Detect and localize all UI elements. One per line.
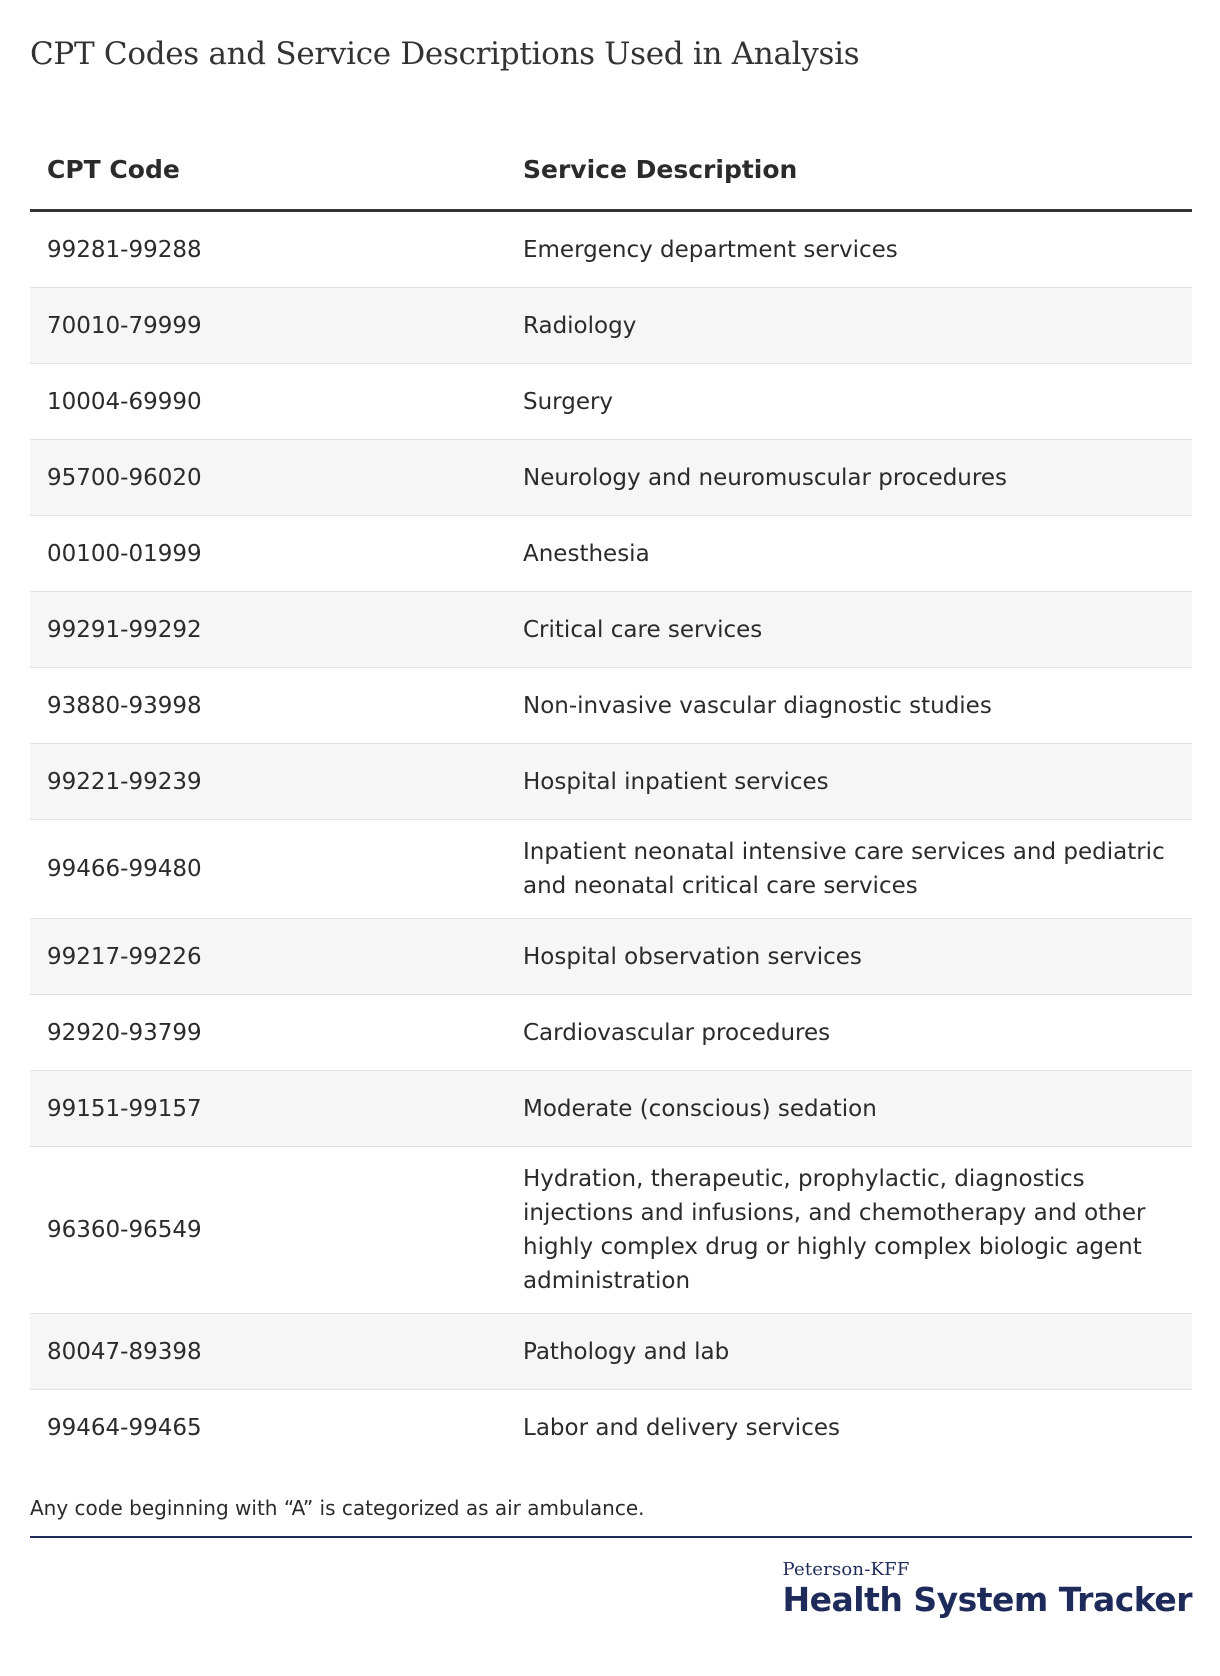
page [30,0,1192,1538]
page-title: CPT Codes and Service Descriptions Used in Analysis [30,36,860,72]
table-row [30,919,1192,995]
table-row [30,1147,1192,1314]
service-description-cell: Surgery [523,388,614,415]
service-description-cell: Anesthesia [523,540,650,567]
cpt-code-cell: 99466-99480 [47,856,202,882]
logo-subtitle: Peterson-KFF [782,1559,910,1580]
cpt-code-cell: 99221-99239 [47,768,202,795]
service-description-cell: Hydration, therapeutic, prophylactic, diagnostics injections and infusions, and chemotherapy and other highly complex drug or highly complex biologic agent administration [523,1166,1146,1294]
column-header-cpt-code: CPT Code [47,155,180,184]
table-row [30,592,1192,668]
table-row [30,1390,1192,1466]
table-row [30,1071,1192,1147]
service-description-cell: Pathology and lab [523,1338,730,1365]
service-description-cell: Moderate (conscious) sedation [523,1095,877,1122]
table-row [30,440,1192,516]
cpt-code-cell: 99464-99465 [47,1415,202,1441]
table-row [30,1314,1192,1390]
service-description-cell: Critical care services [523,616,763,643]
service-description-cell: Non-invasive vascular diagnostic studies [523,692,992,719]
cpt-code-cell: 93880-93998 [47,692,202,719]
service-description-cell: Radiology [523,312,637,339]
table-row [30,364,1192,440]
cpt-code-cell: 70010-79999 [47,312,202,339]
service-description-cell: Inpatient neonatal intensive care services and pediatric and neonatal critical care services [523,839,1165,899]
cpt-code-cell: 99281-99288 [47,236,202,263]
cpt-code-cell: 99217-99226 [47,943,202,970]
service-description-cell: Neurology and neuromuscular procedures [523,464,1007,491]
cpt-code-cell: 99291-99292 [47,616,202,643]
table-row [30,820,1192,919]
footnote: Any code beginning with “A” is categorized as air ambulance. [30,1494,1192,1538]
table-row [30,516,1192,592]
cpt-code-cell: 80047-89398 [47,1338,202,1365]
peterson-kff-logo [783,1560,1193,1620]
service-description-cell: Cardiovascular procedures [523,1019,831,1046]
logo-title: Health System Tracker [782,1580,1192,1619]
column-header-service-description: Service Description [523,155,798,184]
table-header [30,144,1192,212]
table-row [30,744,1192,820]
table-row [30,288,1192,364]
cpt-code-cell: 99151-99157 [47,1095,202,1122]
table-row [30,995,1192,1071]
table-body [30,212,1192,1466]
service-description-cell: Hospital observation services [523,943,862,970]
service-description-cell: Hospital inpatient services [523,768,829,795]
table-row [30,668,1192,744]
cpt-code-cell: 00100-01999 [47,540,202,567]
service-description-cell: Labor and delivery services [523,1415,840,1441]
cpt-code-cell: 96360-96549 [47,1217,202,1243]
table-row [30,212,1192,288]
cpt-code-cell: 92920-93799 [47,1019,202,1046]
cpt-code-cell: 95700-96020 [47,464,202,491]
cpt-code-cell: 10004-69990 [47,388,202,415]
service-description-cell: Emergency department services [523,236,898,263]
cpt-table [30,144,1192,1466]
